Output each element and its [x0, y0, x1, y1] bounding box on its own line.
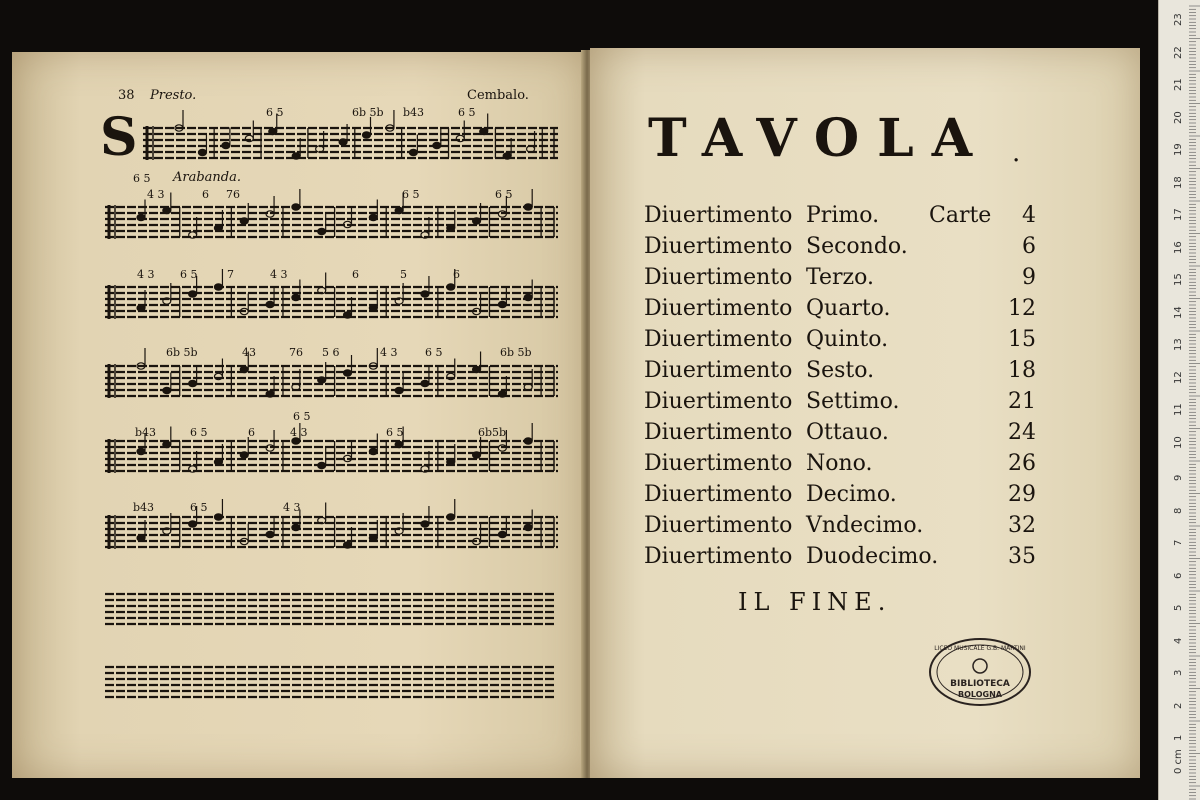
note-head: [524, 438, 532, 444]
note-head: [318, 377, 326, 383]
toc-work: Diuertimento: [644, 420, 793, 445]
note-head: [292, 153, 300, 159]
toc-work: Diuertimento: [644, 327, 793, 352]
note-head: [318, 462, 326, 468]
toc-page: 18: [1008, 358, 1036, 383]
figure-number: 6: [352, 268, 359, 281]
figure-number: 6b 5b: [352, 106, 384, 119]
note-head: [524, 524, 532, 530]
ruler-number: 8: [1173, 507, 1184, 514]
toc-page: 24: [1008, 420, 1036, 445]
note-head: [447, 225, 455, 231]
toc-carte: Carte: [929, 203, 992, 228]
note-head: [421, 291, 429, 297]
note-head: [163, 387, 171, 393]
library-stamp: [928, 636, 1032, 708]
ruler-number: 14: [1173, 305, 1184, 319]
figure-number: 6 5: [266, 106, 284, 119]
note-head: [266, 301, 274, 307]
ruler-number: 11: [1173, 403, 1184, 416]
note-head: [447, 284, 455, 290]
ruler-number: 21: [1173, 78, 1184, 91]
note-head: [214, 284, 222, 290]
toc-work: Diuertimento: [644, 389, 793, 414]
toc-page: 6: [1022, 234, 1036, 259]
note-head: [369, 448, 377, 454]
instrument-label: Cembalo.: [467, 88, 529, 103]
figure-number: 4 3: [147, 188, 165, 201]
figure-number: 6 5: [458, 106, 476, 119]
figure-number: b43: [133, 501, 155, 514]
figure-number: 6 5: [293, 410, 311, 423]
note-head: [498, 531, 506, 537]
note-head: [498, 301, 506, 307]
toc-work: Diuertimento: [644, 544, 793, 569]
figure-number: 6 5: [386, 426, 404, 439]
toc-work: Diuertimento: [644, 265, 793, 290]
ruler-number: 13: [1173, 338, 1184, 351]
note-head: [395, 207, 403, 213]
toc-number: Quarto.: [806, 296, 891, 321]
figure-number: 4 3: [290, 426, 308, 439]
figure-number: b43: [135, 426, 157, 439]
toc-row: [644, 420, 1036, 450]
toc-page: 29: [1008, 482, 1036, 507]
toc-work: Diuertimento: [644, 234, 793, 259]
toc-number: Secondo.: [806, 234, 908, 259]
measuring-ruler: [1158, 0, 1200, 800]
note-head: [395, 441, 403, 447]
note-head: [189, 521, 197, 527]
figure-number: b43: [403, 106, 425, 119]
toc-page: 9: [1022, 265, 1036, 290]
figure-number: 4 3: [380, 346, 398, 359]
toc-number: Quinto.: [806, 327, 889, 352]
ruler-number: 4: [1173, 637, 1184, 644]
ruler-number: 12: [1173, 370, 1184, 384]
toc-page: 32: [1008, 513, 1036, 538]
tavola-title-dot: .: [1012, 138, 1021, 168]
note-head: [473, 218, 481, 224]
note-head: [137, 448, 145, 454]
stamp-line2: BIBLIOTECA: [950, 679, 1010, 689]
tempo-marking: Presto.: [150, 88, 197, 103]
figure-number: 4 3: [137, 268, 155, 281]
note-head: [524, 204, 532, 210]
note-head: [137, 214, 145, 220]
figure-number: 76: [289, 346, 303, 359]
toc-row: [644, 296, 1036, 326]
note-head: [498, 391, 506, 397]
note-head: [292, 524, 300, 530]
note-head: [214, 225, 222, 231]
note-head: [421, 380, 429, 386]
note-head: [344, 370, 352, 376]
note-head: [344, 542, 352, 548]
note-head: [409, 149, 417, 155]
note-head: [137, 305, 145, 311]
note-head: [369, 535, 377, 541]
note-head: [292, 204, 300, 210]
note-head: [189, 380, 197, 386]
note-head: [473, 366, 481, 372]
ruler-number: 1: [1173, 734, 1184, 741]
note-head: [447, 459, 455, 465]
note-head: [269, 128, 277, 134]
note-head: [198, 149, 206, 155]
note-head: [480, 128, 488, 134]
toc-page: 26: [1008, 451, 1036, 476]
figure-number: 6: [202, 188, 209, 201]
note-head: [447, 514, 455, 520]
toc-page: 35: [1008, 544, 1036, 569]
toc-number: Ottauo.: [806, 420, 889, 445]
note-head: [318, 228, 326, 234]
note-head: [189, 232, 197, 238]
ruler-number: 9: [1173, 474, 1184, 481]
toc-number: Primo.: [806, 203, 880, 228]
figure-number: 6 5: [425, 346, 443, 359]
note-head: [421, 521, 429, 527]
toc-number: Nono.: [806, 451, 873, 476]
toc-row: [644, 451, 1036, 481]
note-head: [214, 514, 222, 520]
note-head: [503, 153, 511, 159]
note-head: [240, 218, 248, 224]
figure-number: 76: [226, 188, 240, 201]
toc-row: [644, 265, 1036, 295]
toc-row: [644, 389, 1036, 419]
ruler-number: 0 cm: [1173, 748, 1184, 774]
toc-work: Diuertimento: [644, 482, 793, 507]
note-head: [189, 291, 197, 297]
ruler-number: 17: [1173, 208, 1184, 221]
figure-number: 4 3: [283, 501, 301, 514]
stamp-crest-icon: [973, 659, 987, 673]
tavola-title: TAVOLA: [648, 108, 991, 169]
figure-number: 6 5: [133, 172, 151, 185]
figure-number: 6b5b: [478, 426, 507, 439]
stamp-line1: LICEO MUSICALE G.B. MARTINI: [934, 645, 1026, 652]
note-head: [163, 207, 171, 213]
stamp-line3: BOLOGNA: [958, 690, 1002, 699]
figure-number: 6 5: [180, 268, 198, 281]
note-head: [222, 142, 230, 148]
toc-number: Vndecimo.: [806, 513, 924, 538]
note-head: [363, 132, 371, 138]
ruler-number: 5: [1173, 604, 1184, 611]
figure-number: 6: [248, 426, 255, 439]
toc-row: [644, 203, 1036, 233]
note-head: [266, 531, 274, 537]
figure-number: 6: [453, 268, 460, 281]
section-label: Arabanda.: [173, 170, 242, 185]
ruler-number: 2: [1173, 702, 1184, 709]
toc-number: Sesto.: [806, 358, 875, 383]
ruler-number: 7: [1173, 539, 1184, 546]
toc-work: Diuertimento: [644, 451, 793, 476]
toc-work: Diuertimento: [644, 358, 793, 383]
ruler-number: 20: [1173, 110, 1184, 124]
figure-number: 6 5: [190, 501, 208, 514]
note-head: [395, 387, 403, 393]
note-head: [339, 139, 347, 145]
toc-work: Diuertimento: [644, 203, 793, 228]
note-head: [240, 366, 248, 372]
toc-row: [644, 544, 1036, 574]
toc-number: Settimo.: [806, 389, 900, 414]
toc-row: [644, 513, 1036, 543]
toc-row: [644, 234, 1036, 264]
note-head: [214, 459, 222, 465]
toc-page: 4: [1022, 203, 1036, 228]
figure-number: 6b 5b: [500, 346, 532, 359]
toc-row: [644, 358, 1036, 388]
note-head: [189, 466, 197, 472]
figure-number: 5 6: [322, 346, 340, 359]
note-head: [524, 294, 532, 300]
note-head: [369, 214, 377, 220]
note-head: [473, 452, 481, 458]
ruler-number: 18: [1173, 175, 1184, 189]
toc-number: Duodecimo.: [806, 544, 939, 569]
ending-text: IL FINE.: [738, 588, 892, 616]
note-head: [456, 135, 464, 141]
figure-number: 7: [227, 268, 234, 281]
note-head: [137, 535, 145, 541]
ruler-number: 19: [1173, 143, 1184, 156]
ruler-number: 15: [1173, 273, 1184, 286]
figure-number: 5: [400, 268, 407, 281]
ruler-number: 6: [1173, 572, 1184, 579]
page-number: 38: [118, 88, 135, 103]
note-head: [266, 391, 274, 397]
toc-row: [644, 327, 1036, 357]
toc-page: 12: [1008, 296, 1036, 321]
toc-page: 21: [1008, 389, 1036, 414]
note-head: [163, 441, 171, 447]
note-head: [369, 305, 377, 311]
toc-number: Terzo.: [806, 265, 874, 290]
note-head: [344, 312, 352, 318]
ruler-number: 10: [1173, 435, 1184, 449]
ruler-number: 22: [1173, 45, 1184, 59]
figure-number: 6 5: [402, 188, 420, 201]
ruler-number: 3: [1173, 669, 1184, 676]
ruler-number: 23: [1173, 13, 1184, 26]
toc-work: Diuertimento: [644, 513, 793, 538]
toc-row: [644, 482, 1036, 512]
note-head: [433, 142, 441, 148]
note-head: [292, 294, 300, 300]
ruler-number: 16: [1173, 240, 1184, 254]
note-head: [240, 452, 248, 458]
ruler-ticks: [1159, 0, 1200, 800]
figure-number: 6b 5b: [166, 346, 198, 359]
toc-work: Diuertimento: [644, 296, 793, 321]
figure-number: 43: [242, 346, 256, 359]
toc-number: Decimo.: [806, 482, 897, 507]
toc-page: 15: [1008, 327, 1036, 352]
figure-number: 4 3: [270, 268, 288, 281]
figure-number: 6 5: [190, 426, 208, 439]
figure-number: 6 5: [495, 188, 513, 201]
initial-letter: S: [100, 107, 138, 168]
